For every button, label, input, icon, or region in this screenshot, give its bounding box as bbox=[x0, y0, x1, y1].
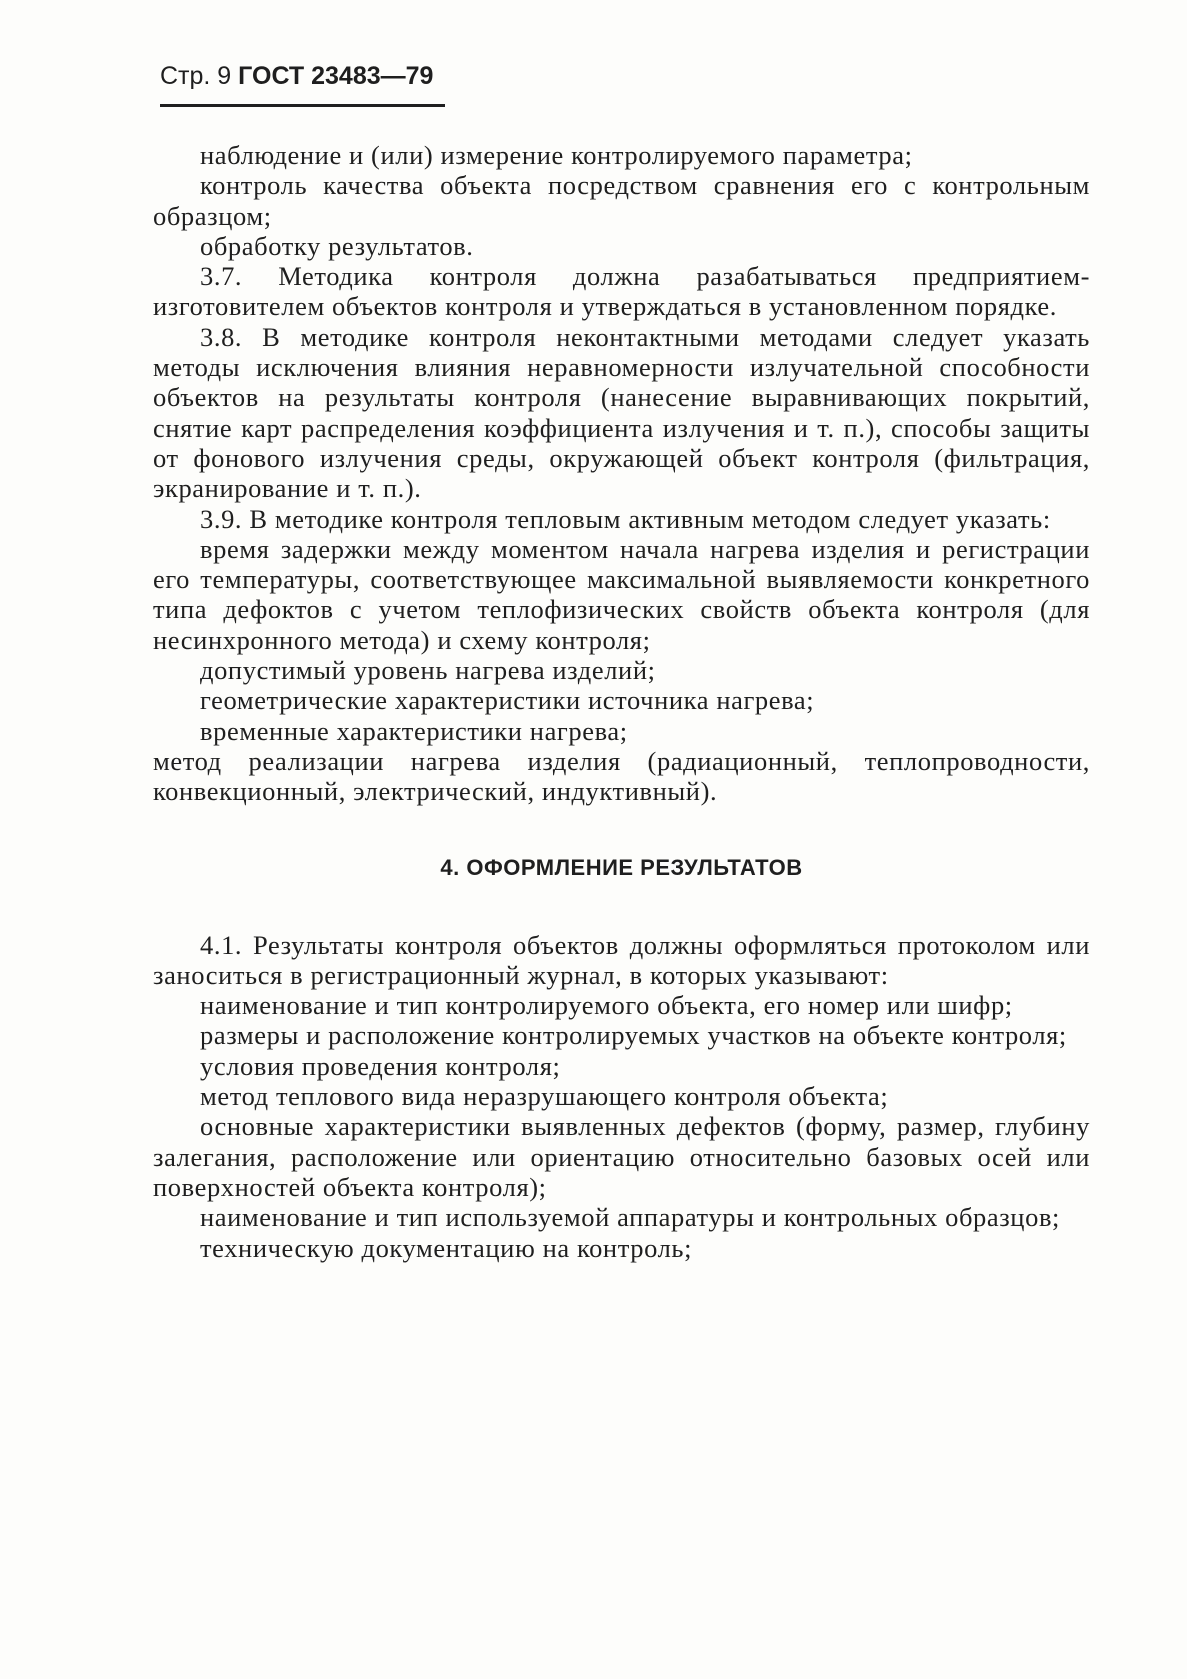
list-item: время задержки между моментом начала нагрева изделия и регистрации его температуры, соответствующее максимальной выявляемости конкретного типа дефоктов с учетом теплофизических свойств объекта контроля (для несинхронного метода) и схему контроля; bbox=[153, 533, 1090, 655]
clause-3-9: 3.9. В методике контроля тепловым активным методом следует указать: bbox=[200, 503, 1051, 534]
standard-number: ГОСТ 23483—79 bbox=[238, 62, 434, 90]
list-item: основные характеристики выявленных дефектов (форму, размер, глубину залегания, расположение или ориентацию относительно базовых осей или поверхностей объекта контроля); bbox=[153, 1111, 1090, 1202]
list-item: временные характеристики нагрева; bbox=[200, 715, 628, 746]
list-item: наименование и тип контролируемого объекта, его номер или шифр; bbox=[200, 990, 1013, 1021]
page-header bbox=[160, 62, 445, 107]
clause-3-7: 3.7. Методика контроля должна разабатываться предприятием-изготовителем объектов контроля и утверждаться в установленном порядке. bbox=[153, 261, 1090, 322]
list-item: метод реализации нагрева изделия (радиационный, теплопроводности, конвекционный, электрический, индуктивный). bbox=[153, 745, 1090, 807]
list-item: условия проведения контроля; bbox=[200, 1050, 561, 1081]
list-item: техническую документацию на контроль; bbox=[200, 1232, 693, 1263]
paragraph: обработку результатов. bbox=[200, 230, 474, 261]
section-title: 4. ОФОРМЛЕНИЕ РЕЗУЛЬТАТОВ bbox=[440, 854, 803, 880]
paragraph: наблюдение и (или) измерение контролируемого параметра; bbox=[200, 140, 913, 170]
list-item: допустимый уровень нагрева изделий; bbox=[200, 655, 656, 686]
clause-4-1: 4.1. Результаты контроля объектов должны оформляться протоколом или заноситься в регистрационный журнал, в которых указывают: bbox=[153, 929, 1090, 990]
page-number: Стр. 9 bbox=[160, 62, 232, 90]
list-item: размеры и расположение контролируемых участков на объекте контроля; bbox=[200, 1020, 1067, 1051]
document-body bbox=[153, 140, 1090, 1263]
list-item: наименование и тип используемой аппаратуры и контрольных образцов; bbox=[200, 1202, 1061, 1233]
list-item: геометрические характеристики источника нагрева; bbox=[200, 685, 815, 716]
clause-3-8: 3.8. В методике контроля неконтактными методами следует указать методы исключения влияния неравномерности излучательной способности объектов на результаты контроля (нанесение выравнивающих покрытий, снятие карт распределения коэффициента излучения и т. п.), способы защиты от фонового излучения среды, окружающей объект контроля (фильтрация, экранирование и т. п.). bbox=[153, 321, 1090, 504]
list-item: метод теплового вида неразрушающего контроля объекта; bbox=[200, 1081, 889, 1112]
paragraph: контроль качества объекта посредством сравнения его с контрольным образцом; bbox=[153, 170, 1090, 231]
